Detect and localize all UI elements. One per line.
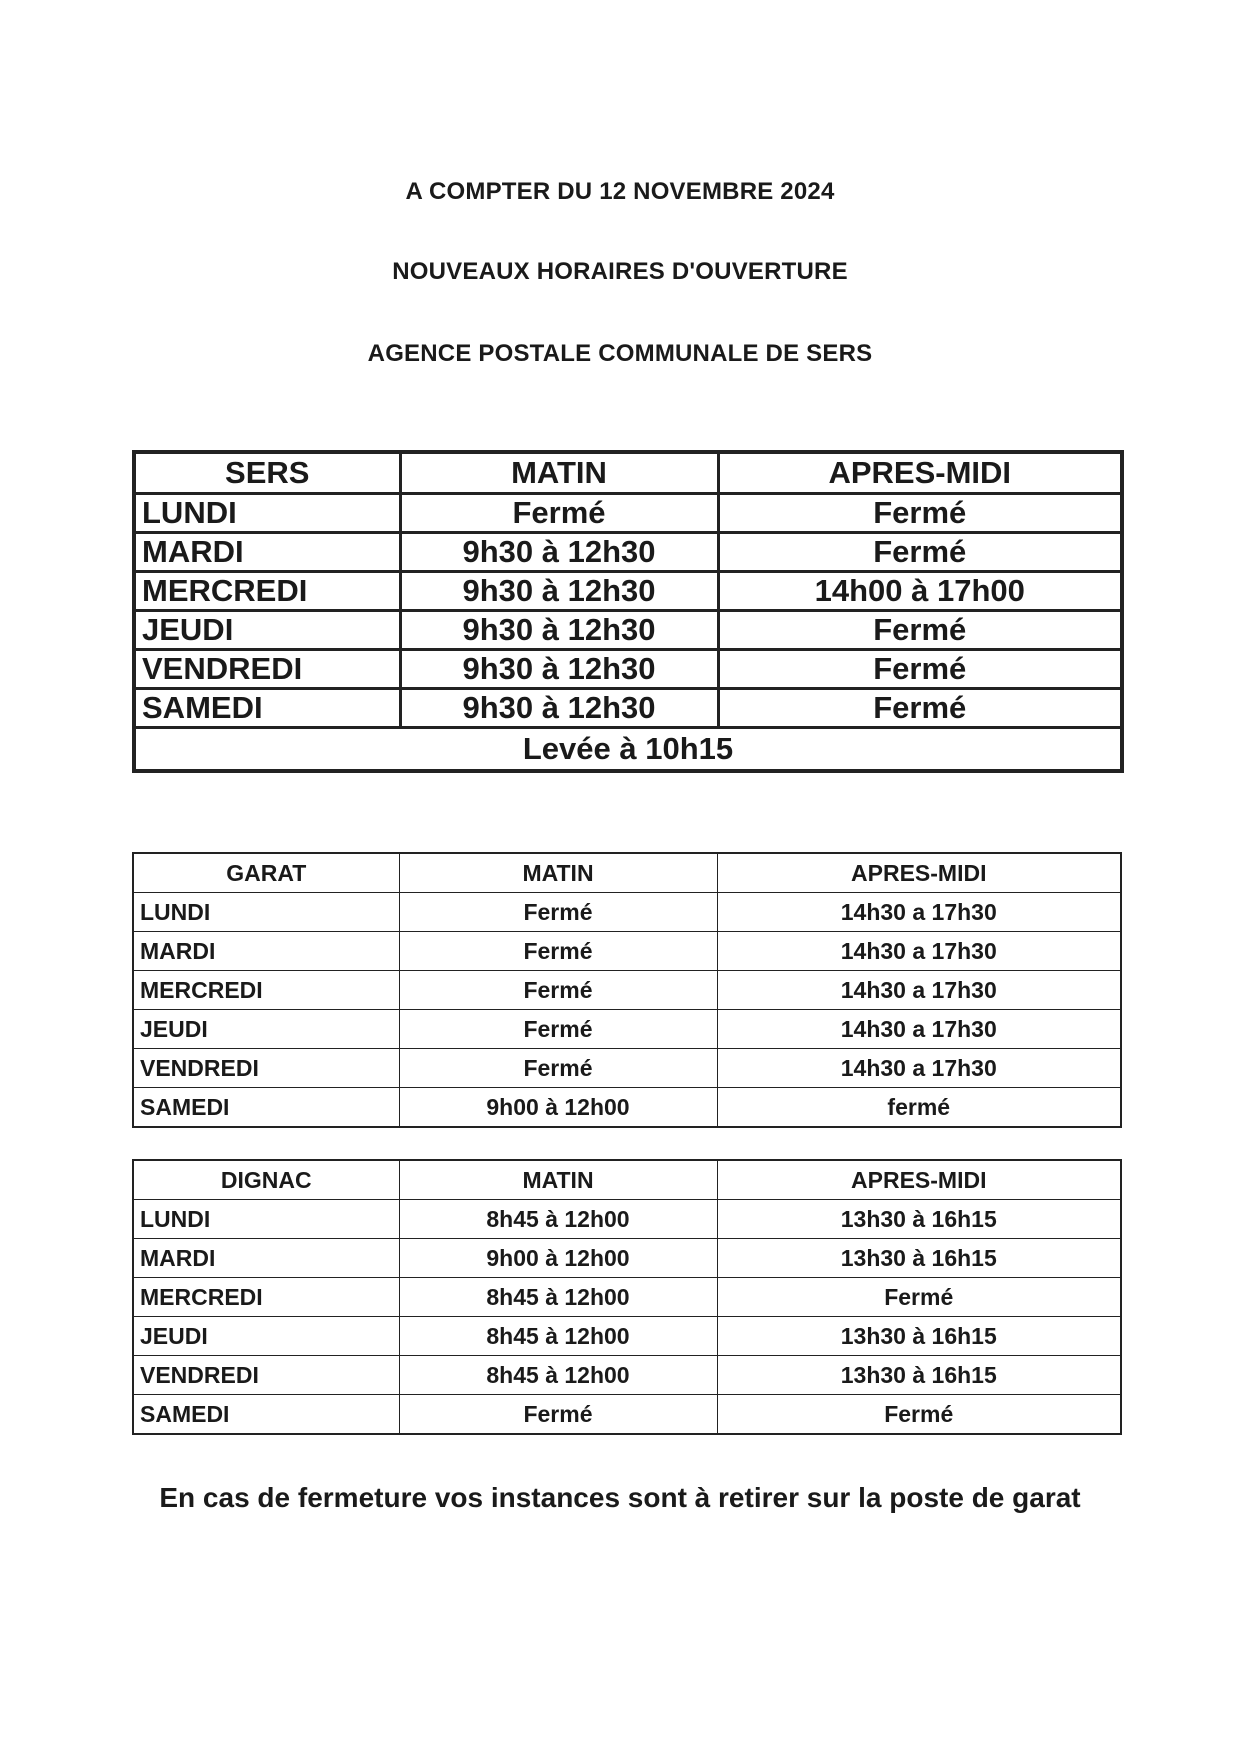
table-header-row [133, 853, 1121, 893]
column-header-apres-midi: APRES-MIDI [717, 1160, 1121, 1200]
matin-cell: Fermé [400, 494, 718, 533]
table-row [134, 689, 1122, 728]
apres-midi-cell: 14h00 à 17h00 [718, 572, 1122, 611]
table-row [133, 932, 1121, 971]
matin-cell: 9h00 à 12h00 [399, 1088, 717, 1128]
collection-time-row [134, 728, 1122, 772]
column-header-location: GARAT [133, 853, 399, 893]
day-cell: JEUDI [134, 611, 400, 650]
table-row [133, 1239, 1121, 1278]
matin-cell: Fermé [399, 1010, 717, 1049]
effective-date-heading: A COMPTER DU 12 NOVEMBRE 2024 [405, 178, 835, 205]
table-row [133, 1395, 1121, 1435]
matin-cell: Fermé [399, 1049, 717, 1088]
apres-midi-cell: Fermé [718, 689, 1122, 728]
matin-cell: 9h30 à 12h30 [400, 572, 718, 611]
table-row [133, 1317, 1121, 1356]
day-cell: VENDREDI [134, 650, 400, 689]
table-row [133, 1010, 1121, 1049]
table-row [133, 893, 1121, 932]
day-cell: MARDI [133, 932, 399, 971]
table-row [133, 1278, 1121, 1317]
dignac-hours-table [132, 1159, 1122, 1435]
garat-hours-table [132, 852, 1122, 1128]
table-row [134, 650, 1122, 689]
apres-midi-cell: Fermé [717, 1395, 1121, 1435]
new-hours-heading: NOUVEAUX HORAIRES D'OUVERTURE [392, 258, 848, 285]
table-row [134, 611, 1122, 650]
matin-cell: 8h45 à 12h00 [399, 1317, 717, 1356]
apres-midi-cell: 13h30 à 16h15 [717, 1200, 1121, 1239]
collection-time-note: Levée à 10h15 [134, 728, 1122, 772]
apres-midi-cell: Fermé [718, 650, 1122, 689]
matin-cell: Fermé [399, 893, 717, 932]
apres-midi-cell: 14h30 a 17h30 [717, 971, 1121, 1010]
column-header-location: SERS [134, 452, 400, 494]
apres-midi-cell: Fermé [718, 611, 1122, 650]
matin-cell: Fermé [399, 971, 717, 1010]
matin-cell: Fermé [399, 1395, 717, 1435]
table-row [134, 494, 1122, 533]
day-cell: LUNDI [133, 1200, 399, 1239]
apres-midi-cell: 13h30 à 16h15 [717, 1239, 1121, 1278]
column-header-apres-midi: APRES-MIDI [718, 452, 1122, 494]
apres-midi-cell: 14h30 a 17h30 [717, 893, 1121, 932]
column-header-matin: MATIN [399, 1160, 717, 1200]
apres-midi-cell: Fermé [717, 1278, 1121, 1317]
day-cell: SAMEDI [133, 1088, 399, 1128]
table-row [134, 533, 1122, 572]
matin-cell: 9h30 à 12h30 [400, 650, 718, 689]
day-cell: MERCREDI [134, 572, 400, 611]
table-row [133, 971, 1121, 1010]
matin-cell: 9h30 à 12h30 [400, 533, 718, 572]
column-header-location: DIGNAC [133, 1160, 399, 1200]
day-cell: MERCREDI [133, 971, 399, 1010]
apres-midi-cell: 14h30 a 17h30 [717, 932, 1121, 971]
matin-cell: 8h45 à 12h00 [399, 1356, 717, 1395]
day-cell: MERCREDI [133, 1278, 399, 1317]
table-row [134, 572, 1122, 611]
matin-cell: 9h30 à 12h30 [400, 611, 718, 650]
day-cell: MARDI [133, 1239, 399, 1278]
day-cell: LUNDI [134, 494, 400, 533]
day-cell: VENDREDI [133, 1049, 399, 1088]
table-row [133, 1088, 1121, 1128]
apres-midi-cell: 13h30 à 16h15 [717, 1356, 1121, 1395]
apres-midi-cell: fermé [717, 1088, 1121, 1128]
table-row [133, 1200, 1121, 1239]
table-row [133, 1049, 1121, 1088]
matin-cell: 9h00 à 12h00 [399, 1239, 717, 1278]
day-cell: MARDI [134, 533, 400, 572]
day-cell: LUNDI [133, 893, 399, 932]
apres-midi-cell: 14h30 a 17h30 [717, 1049, 1121, 1088]
day-cell: JEUDI [133, 1317, 399, 1356]
table-header-row [134, 452, 1122, 494]
day-cell: SAMEDI [133, 1395, 399, 1435]
apres-midi-cell: 13h30 à 16h15 [717, 1317, 1121, 1356]
day-cell: VENDREDI [133, 1356, 399, 1395]
apres-midi-cell: Fermé [718, 494, 1122, 533]
column-header-matin: MATIN [399, 853, 717, 893]
apres-midi-cell: Fermé [718, 533, 1122, 572]
column-header-apres-midi: APRES-MIDI [717, 853, 1121, 893]
matin-cell: 8h45 à 12h00 [399, 1200, 717, 1239]
sers-hours-table [132, 450, 1124, 773]
day-cell: JEUDI [133, 1010, 399, 1049]
table-row [133, 1356, 1121, 1395]
matin-cell: 9h30 à 12h30 [400, 689, 718, 728]
agency-name-heading: AGENCE POSTALE COMMUNALE DE SERS [367, 340, 873, 367]
apres-midi-cell: 14h30 a 17h30 [717, 1010, 1121, 1049]
table-header-row [133, 1160, 1121, 1200]
matin-cell: Fermé [399, 932, 717, 971]
closure-instructions-note: En cas de fermeture vos instances sont à retirer sur la poste de garat [159, 1482, 1081, 1513]
column-header-matin: MATIN [400, 452, 718, 494]
day-cell: SAMEDI [134, 689, 400, 728]
matin-cell: 8h45 à 12h00 [399, 1278, 717, 1317]
